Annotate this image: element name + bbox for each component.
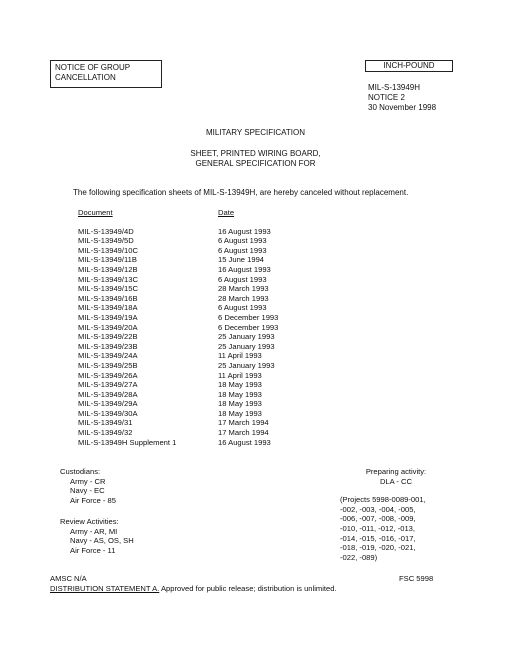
table-row [78,275,278,285]
review-heading: Review Activities: [60,517,119,526]
spec-subject [0,149,511,169]
table-row [78,255,278,265]
table-row [78,246,278,256]
project-line: -002, -003, -004, -005, [340,504,416,514]
intro-paragraph: The following specification sheets of MIL-S-13949H, are hereby canceled without replacement. [73,188,409,197]
document-cell: MIL-S-13949/18A [78,303,138,313]
column-header-date: Date [218,208,235,217]
custodian-air-force: Air Force - 85 [70,495,116,505]
table-header-row [78,208,234,218]
custodians-section [60,467,116,505]
notice-identification [368,83,436,113]
cancellation-table [78,208,278,447]
project-numbers [340,495,452,562]
custodians-heading: Custodians: [60,467,101,476]
document-cell: MIL-S-13949/22B [78,332,138,342]
project-line: -010, -011, -012, -013, [340,523,415,533]
table-row [78,342,278,352]
document-cell: MIL-S-13949/13C [78,274,138,284]
review-army: Army - AR, MI [70,526,118,536]
date-cell: 16 August 1993 [218,437,271,447]
date-cell: 16 August 1993 [218,264,271,274]
document-cell: MIL-S-13949/5D [78,236,134,246]
table-row [78,227,278,237]
document-list [78,227,278,448]
document-cell: MIL-S-13949/10C [78,245,138,255]
document-cell: MIL-S-13949/30A [78,408,138,418]
document-cell: MIL-S-13949H Supplement 1 [78,437,177,447]
date-cell: 18 May 1993 [218,380,262,390]
distribution-statement [50,584,337,594]
date-cell: 6 December 1993 [218,312,279,322]
notice-box-line-1: NOTICE OF GROUP [55,63,131,72]
custodian-army: Army - CR [70,476,106,486]
document-cell: MIL-S-13949/32 [78,428,133,438]
date-cell: 6 August 1993 [218,303,267,313]
amsc-label: AMSC N/A [50,574,87,583]
date-cell: 11 April 1993 [218,351,262,361]
table-row [78,351,278,361]
table-row [78,284,278,294]
date-cell: 18 May 1993 [218,408,262,418]
notice-of-group-cancellation-box [50,60,162,88]
date-cell: 17 March 1994 [218,428,269,438]
notice-number: NOTICE 2 [368,93,405,102]
document-cell: MIL-S-13949/23B [78,341,138,351]
table-row [78,399,278,409]
date-cell: 6 August 1993 [218,245,267,255]
doc-id: MIL-S-13949H [368,83,421,92]
project-line: -018, -019, -020, -021, [340,543,416,553]
table-row [78,371,278,381]
table-row [78,361,278,371]
document-cell: MIL-S-13949/20A [78,322,138,332]
document-cell: MIL-S-13949/31 [78,418,133,428]
table-row [78,236,278,246]
preparing-activity: DLA - CC [379,476,413,486]
project-line: -006, -007, -008, -009, [340,514,416,524]
inch-pound-label: INCH-POUND [383,61,435,70]
project-line: -014, -015, -016, -017, [340,533,416,543]
notice-date: 30 November 1998 [368,103,437,112]
date-cell: 25 January 1993 [218,360,275,370]
date-cell: 18 May 1993 [218,399,262,409]
document-cell: MIL-S-13949/26A [78,370,138,380]
table-row [78,265,278,275]
document-cell: MIL-S-13949/24A [78,351,138,361]
date-cell: 11 April 1993 [218,370,262,380]
table-row [78,380,278,390]
date-cell: 25 January 1993 [218,341,275,351]
date-cell: 18 May 1993 [218,389,262,399]
subject-line-2: GENERAL SPECIFICATION FOR [195,159,316,168]
date-cell: 17 March 1994 [218,418,269,428]
date-cell: 6 August 1993 [218,274,267,284]
column-header-document: Document [78,208,113,217]
document-cell: MIL-S-13949/28A [78,389,138,399]
review-activities-section [60,517,134,555]
notice-box-line-2: CANCELLATION [55,73,116,82]
review-navy: Navy - AS, OS, SH [70,536,134,546]
table-row [78,409,278,419]
table-row [78,313,278,323]
table-row [78,323,278,333]
table-row [78,390,278,400]
date-cell: 28 March 1993 [218,293,269,303]
table-row [78,438,278,448]
subject-line-1: SHEET, PRINTED WIRING BOARD, [190,149,321,158]
review-air-force: Air Force - 11 [70,545,116,555]
document-cell: MIL-S-13949/15C [78,284,138,294]
date-cell: 16 August 1993 [218,226,271,236]
table-row [78,332,278,342]
table-row [78,418,278,428]
table-row [78,303,278,313]
document-cell: MIL-S-13949/12B [78,264,138,274]
date-cell: 25 January 1993 [218,332,275,342]
document-cell: MIL-S-13949/11B [78,255,137,265]
document-cell: MIL-S-13949/16B [78,293,138,303]
document-cell: MIL-S-13949/25B [78,360,138,370]
project-line: -022, -089) [340,552,378,562]
document-cell: MIL-S-13949/27A [78,380,138,390]
distribution-label: DISTRIBUTION STATEMENT A. [50,584,160,593]
document-cell: MIL-S-13949/19A [78,312,138,322]
document-cell: MIL-S-13949/29A [78,399,138,409]
document-cell: MIL-S-13949/4D [78,226,134,236]
spec-type-heading: MILITARY SPECIFICATION [206,128,305,137]
project-line: (Projects 5998-0089-001, [340,495,426,505]
date-cell: 28 March 1993 [218,284,269,294]
date-cell: 15 June 1994 [218,255,265,265]
fsc-label: FSC 5998 [399,574,434,583]
inch-pound-box [365,60,453,72]
custodian-navy: Navy - EC [70,486,105,496]
distribution-text: Approved for public release; distribution is unlimited. [160,584,337,593]
table-row [78,294,278,304]
preparing-heading: Preparing activity: [365,467,427,476]
table-row [78,428,278,438]
date-cell: 6 August 1993 [218,236,267,246]
preparing-activity-section [340,467,452,562]
date-cell: 6 December 1993 [218,322,279,332]
